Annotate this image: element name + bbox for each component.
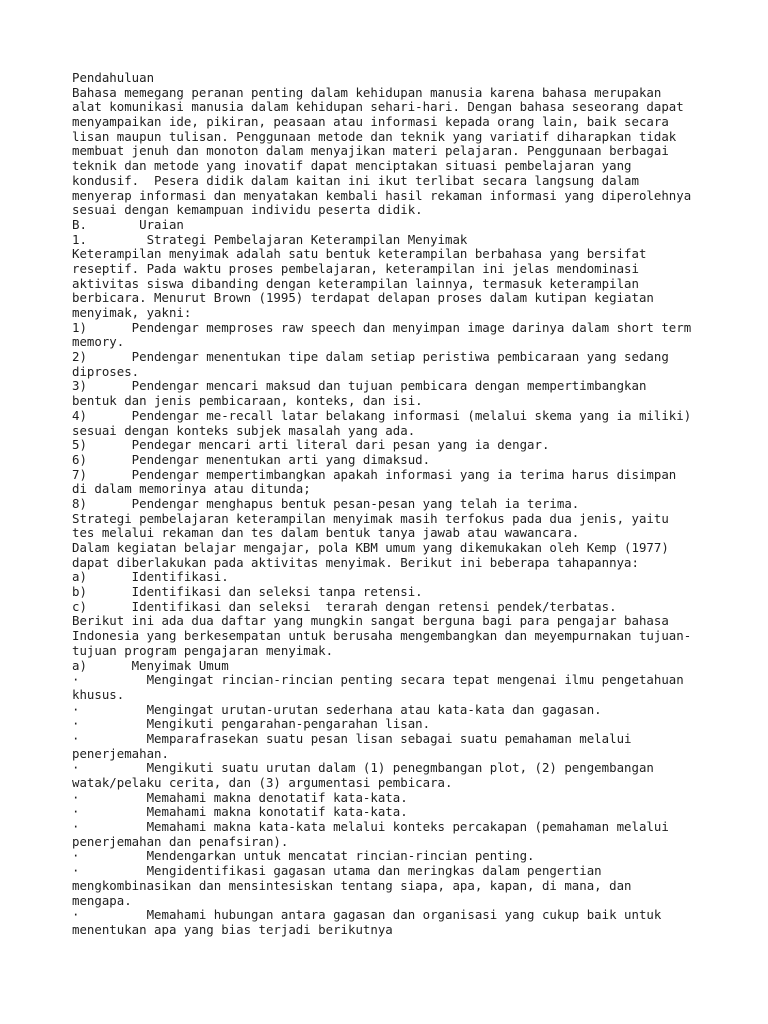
text-line: teknik dan metode yang inovatif dapat menciptakan situasi pembelajaran yang: [72, 158, 632, 174]
text-line: tujuan program pengajaran menyimak.: [72, 642, 334, 658]
text-line: · Mengidentifikasi gagasan utama dan meringkas dalam pengertian: [72, 863, 602, 879]
text-line: · Memahami hubungan antara gagasan dan organisasi yang cukup baik untuk: [72, 907, 662, 923]
text-line: · Mengingat rincian-rincian penting secara tepat mengenai ilmu pengetahuan: [72, 672, 684, 688]
text-line: mengkombinasikan dan mensintesiskan tentang siapa, apa, kapan, di mana, dan: [72, 877, 632, 893]
text-line: diproses.: [72, 363, 140, 379]
text-line: 6) Pendengar menentukan arti yang dimaksud.: [72, 451, 431, 467]
text-line: 8) Pendengar menghapus bentuk pesan-pesan yang telah ia terima.: [72, 495, 580, 511]
text-line: bentuk dan jenis pembicaraan, konteks, dan isi.: [72, 393, 423, 409]
text-line: menyampaikan ide, pikiran, peasaan atau informasi kepada orang lain, baik secara: [72, 114, 669, 130]
text-line: khusus.: [72, 686, 125, 702]
text-line: menentukan apa yang bias terjadi berikutnya: [72, 921, 393, 937]
text-line: penerjemahan dan penafsiran).: [72, 833, 289, 849]
text-line: 3) Pendengar mencari maksud dan tujuan pembicara dengan mempertimbangkan: [72, 378, 647, 394]
text-line: memory.: [72, 334, 125, 350]
text-line: tes melalui rekaman dan tes dalam bentuk tanya jawab atau wawancara.: [72, 525, 580, 541]
text-line: Bahasa memegang peranan penting dalam kehidupan manusia karena bahasa merupakan: [72, 84, 662, 100]
text-line: menyimak, yakni:: [72, 305, 192, 320]
text-line: sesuai dengan konteks subjek masalah yang ada.: [72, 422, 416, 438]
text-line: lisan maupun tulisan. Penggunaan metode dan teknik yang variatif diharapkan tidak: [72, 128, 677, 144]
text-line: Dalam kegiatan belajar mengajar, pola KBM umum yang dikemukakan oleh Kemp (1977): [72, 540, 669, 555]
text-line: sesuai dengan kemampuan individu peserta didik.: [72, 202, 423, 218]
text-line: reseptif. Pada waktu proses pembelajaran, keterampilan ini jelas mendominasi: [72, 260, 639, 276]
text-line: Berikut ini ada dua daftar yang mungkin sangat berguna bagi para pengajar bahasa: [72, 613, 669, 629]
text-line: Keterampilan menyimak adalah satu bentuk keterampilan berbahasa yang bersifat: [72, 246, 647, 262]
text-line: · Memparafrasekan suatu pesan lisan sebagai suatu pemahaman melalui: [72, 730, 632, 746]
text-line: membuat jenuh dan monoton dalam menyajikan materi pelajaran. Penggunaan berbagai: [72, 143, 669, 159]
text-line: Pendahuluan: [72, 70, 155, 85]
text-line: Indonesia yang berkesempatan untuk berusaha mengembangkan dan meyempurnakan tujuan-: [72, 628, 692, 644]
text-line: menyerap informasi dan menyatakan kembali hasil rekaman informasi yang diperolehnya: [72, 187, 692, 203]
text-line: aktivitas siswa dibanding dengan keterampilan lainnya, termasuk keterampilan: [72, 275, 639, 291]
text-line: watak/pelaku cerita, dan (3) argumentasi pembicara.: [72, 775, 453, 790]
text-line: 5) Pendegar mencari arti literal dari pesan yang ia dengar.: [72, 437, 550, 453]
text-line: · Mendengarkan untuk mencatat rincian-rincian penting.: [72, 848, 535, 864]
text-line: b) Identifikasi dan seleksi tanpa retensi.: [72, 584, 423, 600]
text-line: alat komunikasi manusia dalam kehidupan sehari-hari. Dengan bahasa seseorang dapat: [72, 99, 684, 115]
text-line: berbicara. Menurut Brown (1995) terdapat delapan proses dalam kutipan kegiatan: [72, 290, 654, 306]
text-line: di dalam memorinya atau ditunda;: [72, 481, 311, 497]
text-line: 4) Pendengar me-recall latar belakang informasi (melalui skema yang ia miliki): [72, 407, 692, 423]
text-line: · Mengikuti pengarahan-pengarahan lisan.: [72, 716, 431, 732]
text-line: penerjemahan.: [72, 745, 169, 761]
text-line: Strategi pembelajaran keterampilan menyimak masih terfokus pada dua jenis, yaitu: [72, 510, 669, 526]
text-line: dapat diberlakukan pada aktivitas menyimak. Berikut ini beberapa tahapannya:: [72, 554, 639, 570]
text-line: · Memahami makna kata-kata melalui konteks percakapan (pemahaman melalui: [72, 819, 669, 835]
text-line: · Memahami makna konotatif kata-kata.: [72, 804, 408, 820]
text-line: c) Identifikasi dan seleksi terarah dengan retensi pendek/terbatas.: [72, 598, 617, 614]
text-line: 2) Pendengar menentukan tipe dalam setiap peristiwa pembicaraan yang sedang: [72, 349, 669, 365]
text-line: 1) Pendengar memproses raw speech dan menyimpan image darinya dalam short term: [72, 319, 692, 335]
text-line: kondusif. Pesera didik dalam kaitan ini ikut terlibat secara langsung dalam: [72, 172, 639, 188]
text-line: 7) Pendengar mempertimbangkan apakah informasi yang ia terima harus disimpan: [72, 466, 677, 482]
text-line: B. Uraian: [72, 216, 184, 232]
text-line: · Memahami makna denotatif kata-kata.: [72, 789, 408, 805]
text-line: a) Menyimak Umum: [72, 657, 229, 673]
document-body: [72, 71, 752, 938]
text-line: 1. Strategi Pembelajaran Keterampilan Menyimak: [72, 231, 468, 247]
text-line: a) Identifikasi.: [72, 569, 229, 585]
text-line: · Mengikuti suatu urutan dalam (1) penegmbangan plot, (2) pengembangan: [72, 760, 654, 776]
text-line: · Mengingat urutan-urutan sederhana atau kata-kata dan gagasan.: [72, 701, 602, 717]
text-line: mengapa.: [72, 892, 132, 908]
